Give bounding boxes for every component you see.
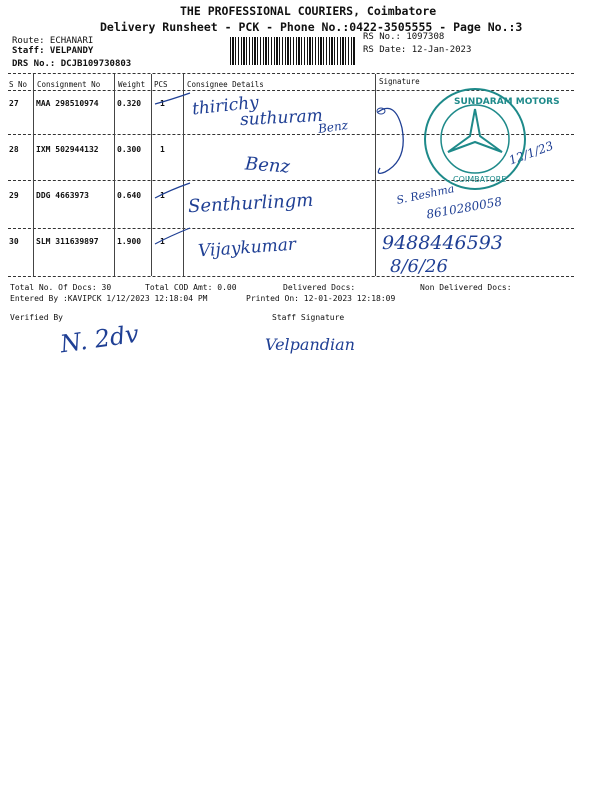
- staff-signature-handwriting: Velpandian: [265, 335, 355, 354]
- handwriting-signature: 9488446593: [382, 232, 503, 254]
- verified-by-signature: N. 2dv: [58, 319, 141, 359]
- row-sno: 28: [9, 145, 19, 154]
- handwriting-date: 12/1/23: [507, 138, 556, 168]
- total-docs: Total No. Of Docs: 30: [10, 283, 112, 292]
- drs-number: DRS No.: DCJB109730803: [12, 59, 132, 69]
- stamp-star-icon: [448, 109, 502, 152]
- row-pcs: 1: [160, 99, 165, 108]
- route-label: Route: ECHANARI: [12, 36, 94, 46]
- col-header-signature: Signature: [379, 77, 420, 86]
- pen-tick: [155, 93, 190, 104]
- pen-scribble: [378, 108, 403, 173]
- staff-signature-label: Staff Signature: [272, 313, 345, 322]
- stamp-bottom-text: COIMBATORE: [453, 175, 507, 184]
- verified-by-label: Verified By: [10, 313, 63, 322]
- col-header-consignment: Consignment No: [37, 80, 101, 89]
- row-sno: 27: [9, 99, 19, 108]
- row-consignment: SLM 311639897: [36, 237, 99, 246]
- runsheet-title: Delivery Runsheet - PCK - Phone No.:0422-3505555 - Page No.:3: [100, 20, 523, 34]
- row-consignment: IXM 502944132: [36, 145, 99, 154]
- col-header-consignee: Consignee Details: [187, 80, 264, 89]
- row-sno: 30: [9, 237, 19, 246]
- col-header-weight: Weight: [118, 80, 146, 89]
- entered-by: Entered By :KAVIPCK 1/12/2023 12:18:04 PM: [10, 294, 208, 303]
- row-weight: 0.300: [117, 145, 142, 154]
- handwriting-consignee: Senthurlingm: [187, 189, 314, 218]
- company-title: THE PROFESSIONAL COURIERS, Coimbatore: [180, 4, 437, 18]
- delivered-docs: Delivered Docs:: [283, 283, 356, 292]
- row-pcs: 1: [160, 237, 165, 246]
- handwriting-signature: 8610280058: [425, 194, 503, 222]
- col-header-sno: S No: [9, 80, 28, 89]
- total-cod: Total COD Amt: 0.00: [145, 283, 237, 292]
- stamp-inner-ring: [441, 105, 509, 173]
- col-header-pcs: PCS: [154, 80, 168, 89]
- row-weight: 1.900: [117, 237, 142, 246]
- handwriting-signature: 8/6/26: [390, 256, 448, 277]
- row-weight: 0.640: [117, 191, 142, 200]
- pen-tick: [155, 228, 190, 244]
- rs-date: RS Date: 12-Jan-2023: [363, 45, 472, 55]
- pen-tick: [155, 183, 190, 198]
- handwriting-consignee: thirichy: [191, 92, 260, 120]
- handwriting-consignee: Vijaykumar: [197, 234, 297, 262]
- handwriting-signature: S. Reshma: [395, 182, 456, 207]
- printed-on: Printed On: 12-01-2023 12:18:09: [246, 294, 396, 303]
- non-delivered-docs: Non Delivered Docs:: [420, 283, 512, 292]
- handwriting-consignee: suthuram: [239, 105, 324, 131]
- row-consignment: DDG 4663973: [36, 191, 89, 200]
- rs-number: RS No.: 1097308: [363, 32, 445, 42]
- row-consignment: MAA 298510974: [36, 99, 99, 108]
- row-pcs: 1: [160, 145, 165, 154]
- stamp-top-text: SUNDARAM MOTORS: [454, 97, 560, 107]
- handwriting-consignee: Benz: [244, 153, 291, 178]
- staff-label: Staff: VELPANDY: [12, 46, 94, 56]
- pen-loop: [377, 108, 385, 114]
- handwriting-consignee: Benz: [317, 117, 349, 137]
- row-pcs: 1: [160, 191, 165, 200]
- row-weight: 0.320: [117, 99, 142, 108]
- row-sno: 29: [9, 191, 19, 200]
